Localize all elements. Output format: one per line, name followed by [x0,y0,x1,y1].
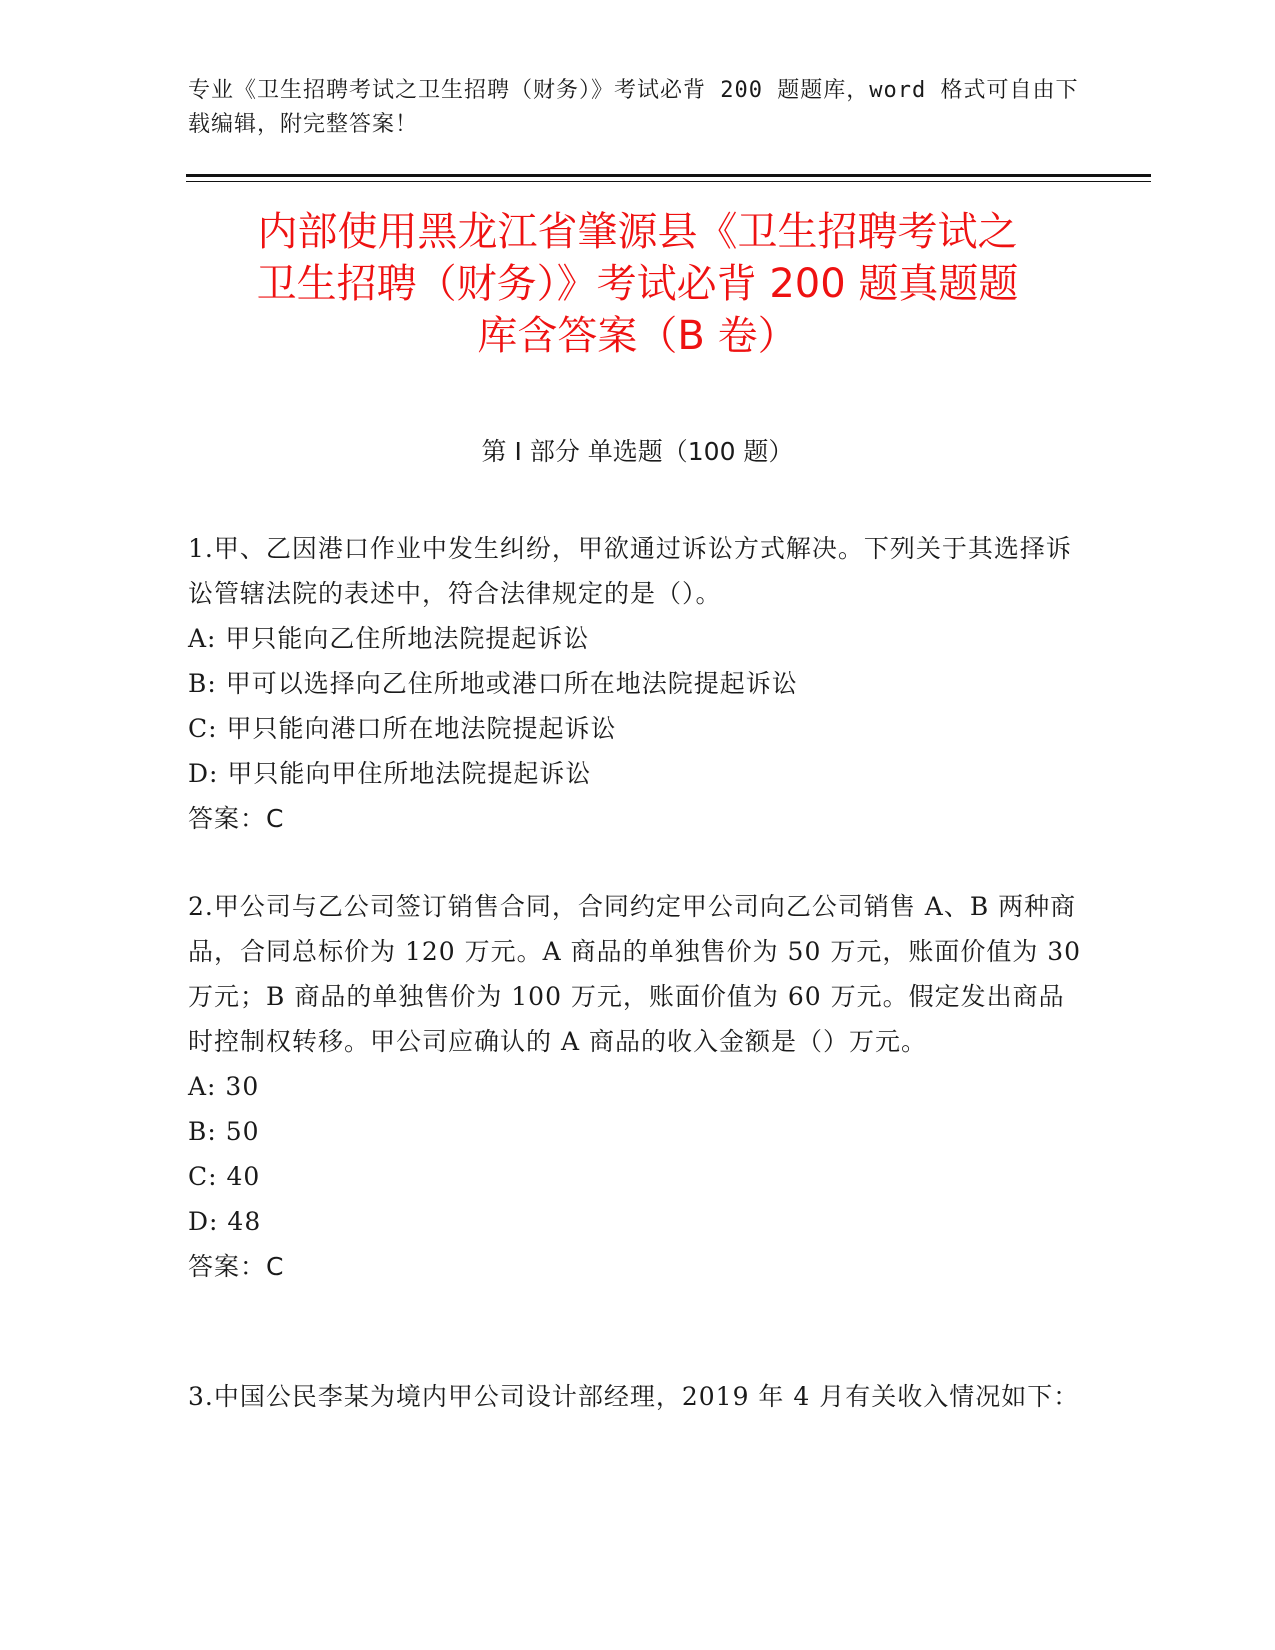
document-title [160,206,1115,362]
option-a: A: 30 [188,1072,260,1101]
header-note: 专业《卫生招聘考试之卫生招聘（财务）》考试必背 200 题题库，word 格式可自由下载编辑，附完整答案！ [188,78,1079,137]
title-line-3: 库含答案（B 卷） [477,313,798,359]
question-1 [188,526,1088,841]
question-3 [188,1374,1088,1419]
question-stem: 2.甲公司与乙公司签订销售合同，合同约定甲公司向乙公司销售 A、B 两种商品，合同总标价为 120 万元。A 商品的单独售价为 50 万元，账面价值为 30 万元；B 商品的单独售价为 100 万元，账面价值为 60 万元。假定发出商品时控制权转移。甲公司应确认的 A 商品的收入金额是（）万元。 [188,892,1082,1056]
option-b: B: 50 [188,1117,260,1146]
header-divider-thick [186,174,1151,177]
question-stem: 3.中国公民李某为境内甲公司设计部经理，2019 年 4 月有关收入情况如下： [188,1382,1080,1411]
header-divider-thin [186,181,1151,182]
option-b: B: 甲可以选择向乙住所地或港口所在地法院提起诉讼 [188,669,798,698]
question-stem: 1.甲、乙因港口作业中发生纠纷，甲欲通过诉讼方式解决。下列关于其选择诉讼管辖法院的表述中，符合法律规定的是（）。 [188,534,1072,608]
section-title: 第 I 部分 单选题（100 题） [481,437,794,466]
answer: 答案：C [188,804,285,833]
answer: 答案：C [188,1252,285,1281]
title-line-1: 内部使用黑龙江省肇源县《卫生招聘考试之 [257,209,1018,255]
option-c: C: 40 [188,1162,261,1191]
option-c: C: 甲只能向港口所在地法院提起诉讼 [188,714,617,743]
option-a: A: 甲只能向乙住所地法院提起诉讼 [188,624,590,653]
question-2 [188,884,1088,1289]
option-d: D: 甲只能向甲住所地法院提起诉讼 [188,759,592,788]
option-d: D: 48 [188,1207,262,1236]
title-line-2: 卫生招聘（财务）》考试必背 200 题真题题 [256,261,1019,307]
